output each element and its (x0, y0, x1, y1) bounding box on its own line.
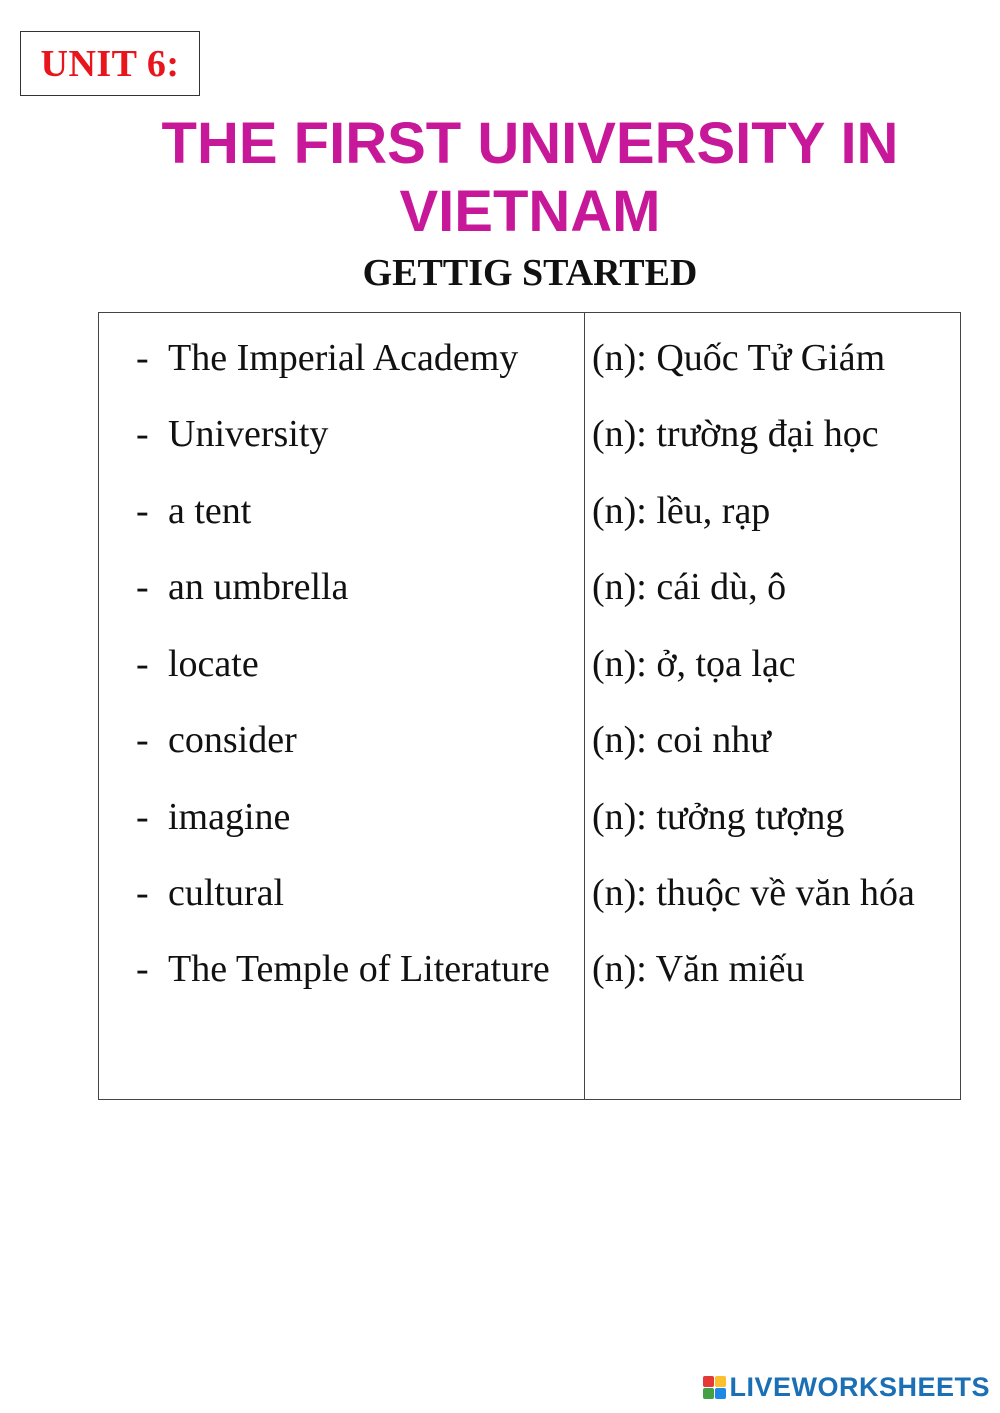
vocabulary-definition: (n): ở, tọa lạc (592, 643, 796, 685)
bullet-dash: - (136, 337, 149, 379)
vocabulary-row (0, 634, 1000, 694)
vocabulary-definition: (n): tưởng tượng (592, 796, 845, 838)
unit-box (20, 31, 200, 96)
vocabulary-term: locate (168, 643, 259, 685)
vocabulary-row (0, 787, 1000, 847)
section-subtitle: GETTIG STARTED (362, 252, 698, 294)
vocabulary-term: The Imperial Academy (168, 337, 519, 379)
bullet-dash: - (136, 719, 149, 761)
logo-square-yellow (715, 1376, 726, 1387)
liveworksheets-logo-text: LIVEWORKSHEETS (729, 1372, 990, 1402)
bullet-dash: - (136, 413, 149, 455)
logo-square-red (703, 1376, 714, 1387)
bullet-dash: - (136, 796, 149, 838)
bullet-dash: - (136, 490, 149, 532)
unit-label: UNIT 6: (40, 42, 180, 85)
vocabulary-definition: (n): thuộc về văn hóa (592, 872, 915, 914)
bullet-dash: - (136, 872, 149, 914)
vocabulary-term: an umbrella (168, 566, 349, 608)
vocabulary-definition: (n): lều, rạp (592, 490, 771, 532)
bullet-dash: - (136, 948, 149, 990)
vocabulary-term: The Temple of Literature (168, 948, 550, 990)
vocabulary-definition: (n): trường đại học (592, 413, 879, 455)
vocabulary-definition: (n): coi như (592, 719, 771, 761)
bullet-dash: - (136, 566, 149, 608)
logo-square-blue (715, 1388, 726, 1399)
vocabulary-term: a tent (168, 490, 252, 532)
vocabulary-row (0, 710, 1000, 770)
vocabulary-row (0, 328, 1000, 388)
vocabulary-row (0, 863, 1000, 923)
vocabulary-definition: (n): cái dù, ô (592, 566, 787, 608)
page-title: THE FIRST UNIVERSITY IN VIETNAM (161, 111, 899, 244)
bullet-dash: - (136, 643, 149, 685)
vocabulary-definition: (n): Quốc Tử Giám (592, 337, 886, 379)
vocabulary-term: cultural (168, 872, 285, 914)
vocabulary-definition: (n): Văn miếu (592, 948, 805, 990)
vocabulary-row (0, 557, 1000, 617)
vocabulary-row (0, 939, 1000, 999)
vocabulary-term: imagine (168, 796, 291, 838)
vocabulary-row (0, 481, 1000, 541)
vocabulary-term: consider (168, 719, 297, 761)
vocabulary-row (0, 404, 1000, 464)
liveworksheets-logo[interactable] (703, 1372, 990, 1403)
liveworksheets-logo-icon (703, 1376, 726, 1399)
logo-square-green (703, 1388, 714, 1399)
vocabulary-term: University (168, 413, 329, 455)
